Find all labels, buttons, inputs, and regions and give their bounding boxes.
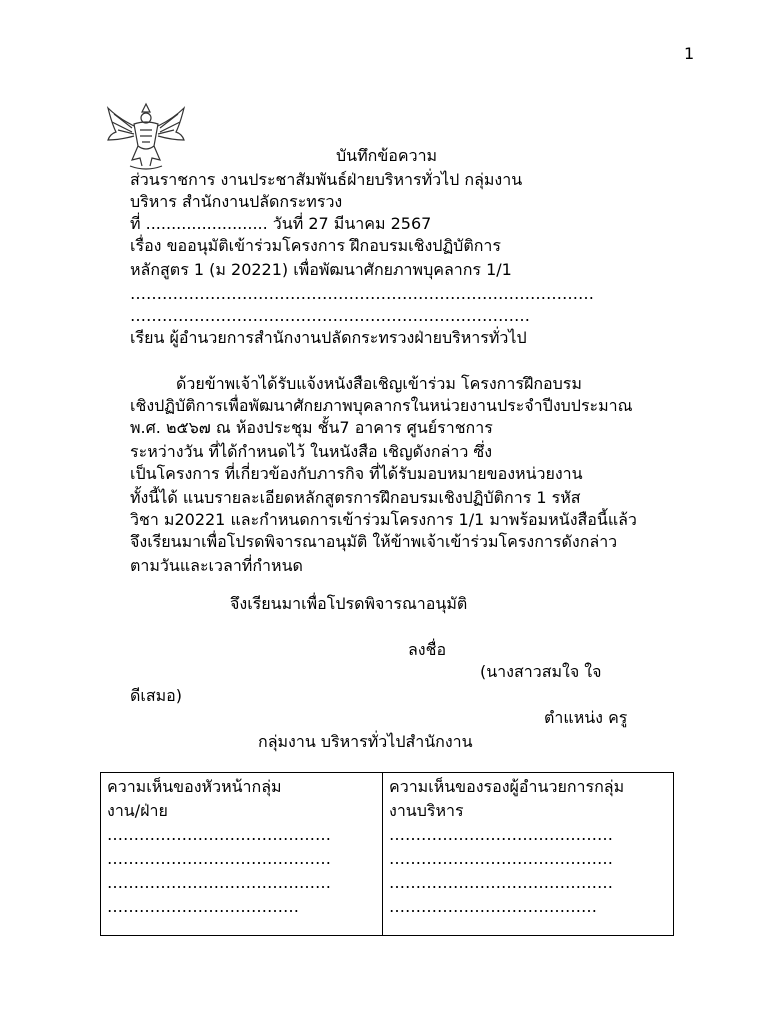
cell-heading: ความเห็นของหัวหน้ากลุ่ม: [107, 777, 282, 796]
body-line: ตามวันและเวลาที่กำหนด: [130, 556, 303, 575]
signature-line: ลงชื่อ: [408, 640, 447, 659]
signer-position-line-2: กลุ่มงาน บริหารทั่วไปสำนักงาน: [258, 732, 473, 751]
cell-dotted-line: ……………………………………: [389, 825, 613, 844]
dotted-line-1: ……………………………………………………………………………: [130, 284, 594, 303]
signer-position-line-1: ตำแหน่ง ครู: [544, 708, 628, 727]
cell-dotted-line: ……………………………………: [389, 849, 613, 868]
signer-name-line-1: (นางสาวสมใจ ใจ: [480, 662, 602, 681]
cell-heading: ความเห็นของรองผู้อำนวยการกลุ่ม: [389, 777, 625, 796]
supervisor-opinion-cell: [107, 775, 377, 919]
page-number: 1: [684, 44, 695, 63]
body-line: พ.ศ. ๒๕๖๗ ณ ห้องประชุม ชั้น7 อาคาร ศูนย์ราชการ: [130, 418, 493, 437]
cell-dotted-line: ……………………………………: [107, 825, 331, 844]
body-line: เป็นโครงการ ที่เกี่ยวข้องกับภารกิจ ที่ได้รับมอบหมายของหน่วยงาน: [130, 464, 583, 483]
cell-dotted-line: ……………………………………: [107, 849, 331, 868]
body-line: จึงเรียนมาเพื่อโปรดพิจารณาอนุมัติ ให้ข้าพเจ้าเข้าร่วมโครงการดังกล่าว: [130, 532, 618, 551]
cell-dotted-line: …………………………………: [389, 897, 597, 916]
cell-dotted-line: ………………………………: [107, 897, 299, 916]
cell-dotted-line: ……………………………………: [107, 873, 331, 892]
addressee-line: เรียน ผู้อำนวยการสำนักงานปลัดกระทรวงฝ่ายบริหารทั่วไป: [130, 328, 527, 347]
body-line: ระหว่างวัน ที่ได้กำหนดไว้ ในหนังสือ เชิญดังกล่าว ซึ่ง: [130, 442, 493, 461]
body-line: ด้วยข้าพเจ้าได้รับแจ้งหนังสือเชิญเข้าร่วม โครงการฝึกอบรม: [176, 374, 582, 393]
cell-dotted-line: ……………………………………: [389, 873, 613, 892]
cell-heading: งาน/ฝ่าย: [107, 801, 168, 820]
body-line: วิชา ม20221 และกำหนดการเข้าร่วมโครงการ 1/1 มาพร้อมหนังสือนี้แล้ว: [130, 510, 637, 529]
garuda-emblem-icon: [104, 100, 188, 174]
approval-table: [100, 772, 674, 936]
document-title: บันทึกข้อความ: [336, 146, 438, 165]
body-line: ทั้งนี้ได้ แนบรายละเอียดหลักสูตรการฝึกอบรมเชิงปฏิบัติการ 1 รหัส: [130, 488, 581, 507]
deputy-director-opinion-cell: [389, 775, 667, 919]
subject-line-2: หลักสูตร 1 (ม 20221) เพื่อพัฒนาศักยภาพบุคลากร 1/1: [130, 260, 512, 279]
signer-name-line-2: ดีเสมอ): [130, 686, 183, 705]
table-divider: [382, 773, 383, 935]
subject-line-1: เรื่อง ขออนุมัติเข้าร่วมโครงการ ฝึกอบรมเชิงปฏิบัติการ: [130, 236, 501, 255]
cell-heading: งานบริหาร: [389, 801, 464, 820]
agency-line: ส่วนราชการ งานประชาสัมพันธ์ฝ่ายบริหารทั่วไป กลุ่มงาน: [130, 170, 523, 189]
body-line: เชิงปฏิบัติการเพื่อพัฒนาศักยภาพบุคลากรในหน่วยงานประจำปีงบประมาณ: [130, 396, 633, 415]
agency-line-2: บริหาร สำนักงานปลัดกระทรวง: [130, 192, 343, 211]
closing-line: จึงเรียนมาเพื่อโปรดพิจารณาอนุมัติ: [230, 594, 468, 613]
reference-date-line: ที่ ........................ วันที่ 27 มีนาคม 2567: [130, 214, 432, 233]
dotted-line-2: …………………………………………………………………: [130, 306, 530, 325]
